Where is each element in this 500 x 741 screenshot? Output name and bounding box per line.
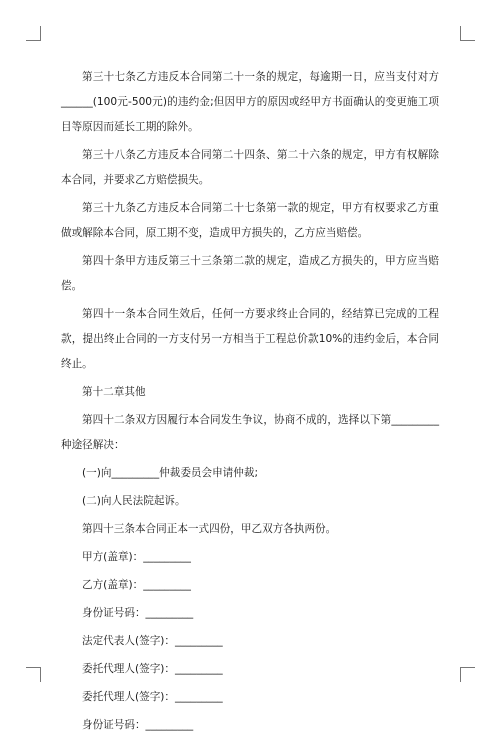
chapter-heading: 第十二章其他 — [82, 386, 146, 398]
clause-42-option-1: (一)向_________仲裁委员会申请仲裁; — [82, 467, 259, 479]
crop-mark-bottom-left — [26, 667, 41, 682]
signature-party-b: 乙方(盖章)：_________ — [82, 579, 191, 591]
crop-mark-top-right — [460, 26, 475, 41]
clause-38: 第三十八条乙方违反本合同第二十四条、第二十六条的规定，甲方有权解除本合同，并要求乙方赔偿损失。 — [61, 149, 439, 186]
clause-43: 第四十三条本合同正本一式四份，甲乙双方各执两份。 — [82, 523, 337, 535]
clause-37: 第三十七条乙方违反本合同第二十一条的规定，每逾期一日，应当支付对方______(100元-500元)的违约金;但因甲方的原因或经甲方书面确认的变更施工项目等原因而延长工期的除外。 — [61, 71, 439, 133]
signature-id-number-2: 身份证号码：_________ — [82, 719, 194, 731]
document-body — [61, 65, 439, 741]
signature-party-a: 甲方(盖章)：_________ — [82, 551, 191, 563]
clause-41: 第四十一条本合同生效后，任何一方要求终止合同的，经结算已完成的工程款，提出终止合同的一方支付另一方相当于工程总价款10%的违约金后，本合同终止。 — [61, 308, 439, 370]
clause-42: 第四十二条双方因履行本合同发生争议，协商不成的，选择以下第_________种途径解决： — [61, 414, 439, 451]
signature-agent-2: 委托代理人(签字)：_________ — [82, 691, 223, 703]
crop-mark-top-left — [26, 26, 41, 41]
signature-agent-1: 委托代理人(签字)：_________ — [82, 663, 223, 675]
clause-39: 第三十九条乙方违反本合同第二十七条第一款的规定，甲方有权要求乙方重做或解除本合同，原工期不变，造成甲方损失的，乙方应当赔偿。 — [61, 202, 439, 239]
signature-legal-representative: 法定代表人(签字)：_________ — [82, 635, 223, 647]
signature-id-number-1: 身份证号码：_________ — [82, 607, 194, 619]
clause-40: 第四十条甲方违反第三十三条第二款的规定，造成乙方损失的，甲方应当赔偿。 — [61, 255, 439, 292]
clause-42-option-2: (二)向人民法院起诉。 — [82, 495, 186, 507]
crop-mark-bottom-right — [460, 667, 475, 682]
